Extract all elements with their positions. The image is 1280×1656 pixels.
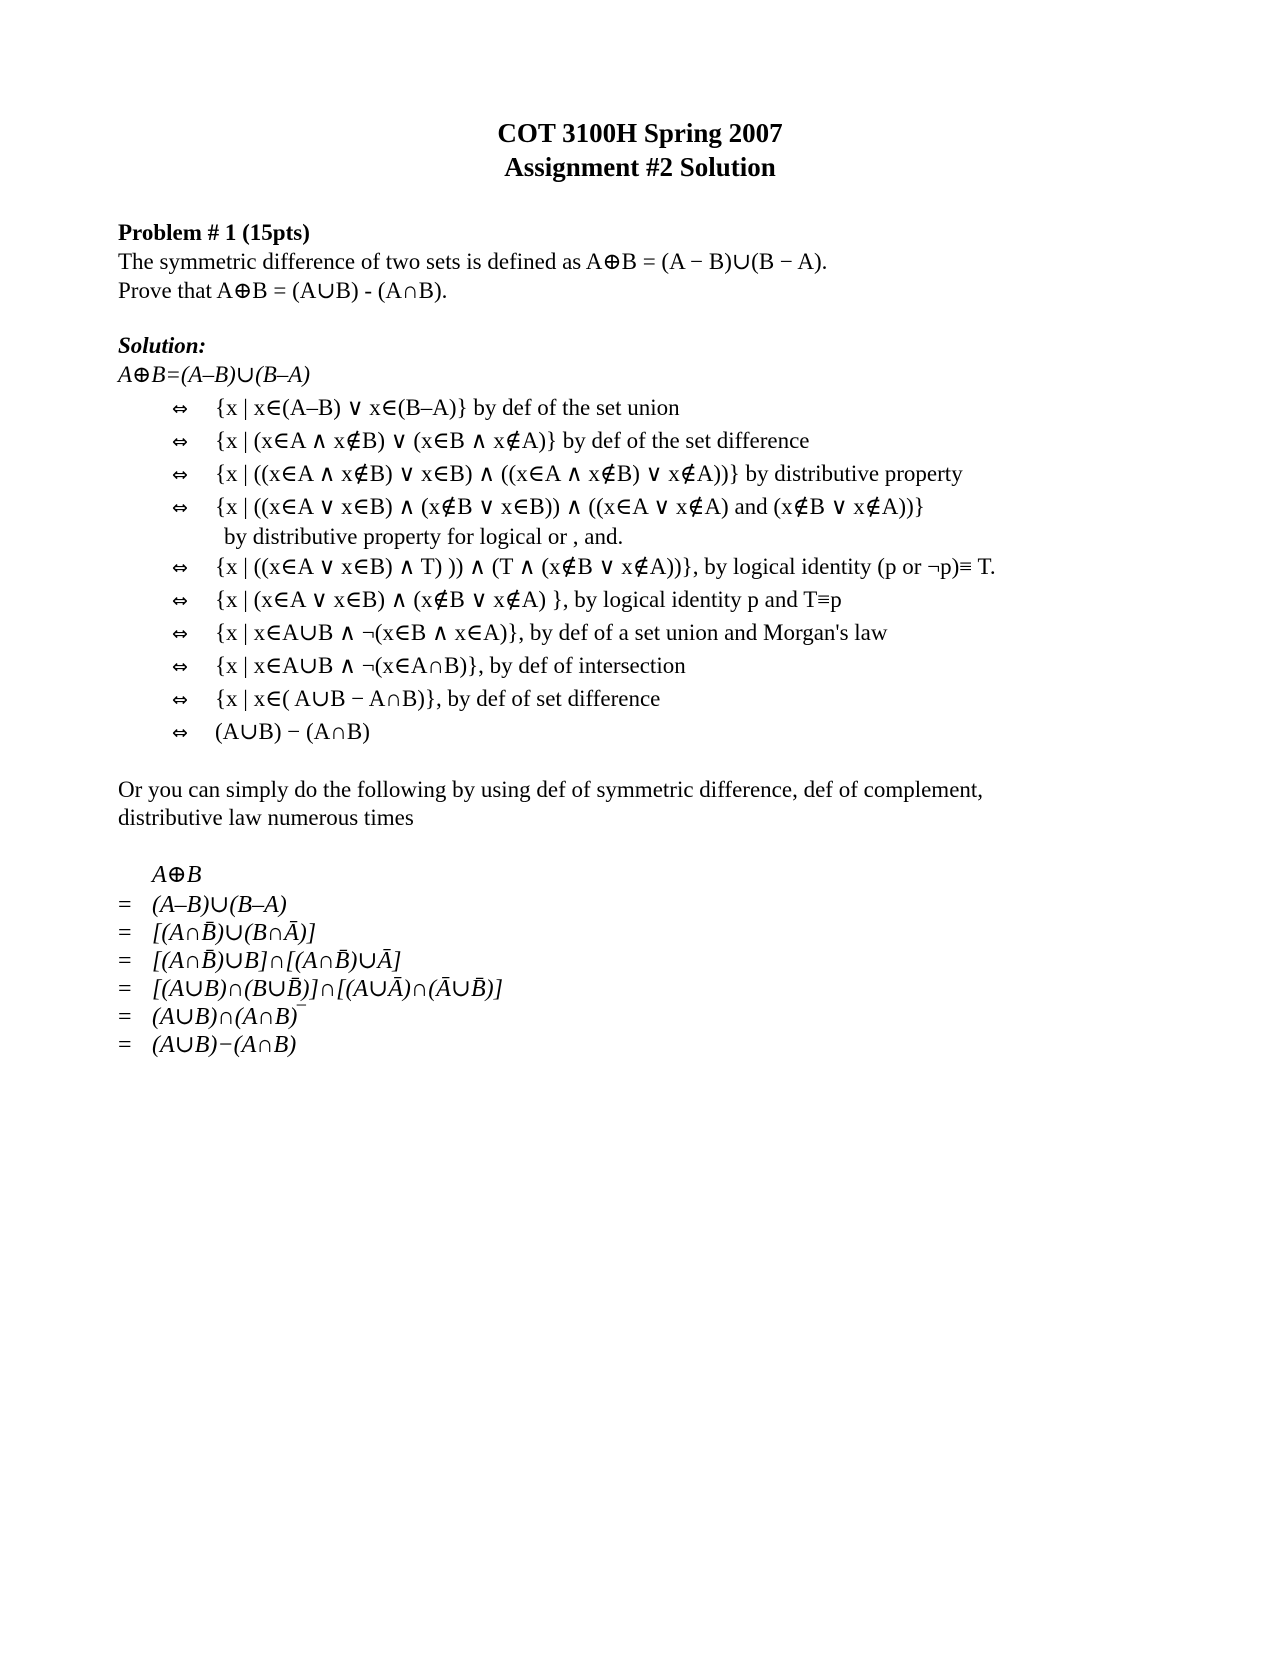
proof-step-text: {x | x∈( A∪B − A∩B)}, by def of set difference: [215, 686, 661, 711]
equation-expression: [(A∪B)∩(B∪B̄)]∩[(A∪Ā)∩(Ā∪B̄)]: [152, 976, 504, 1002]
alternative-text-1: Or you can simply do the following by using def of symmetric difference, def of complement,: [118, 777, 984, 802]
proof-step-text: (A∪B) − (A∩B): [215, 719, 370, 744]
equation-expression: [(A∩B̄)∪B]∩[(A∩B̄)∪Ā]: [152, 948, 402, 974]
proof-step-text: {x | (x∈A ∨ x∈B) ∧ (x∉B ∨ x∉A) }, by logical identity p and T≡p: [215, 587, 842, 612]
proof-step-text: {x | x∈A∪B ∧ ¬(x∈B ∧ x∈A)}, by def of a set union and Morgan's law: [215, 620, 888, 645]
equals-sign: =: [118, 976, 132, 1002]
problem-heading: Problem # 1 (15pts): [118, 220, 310, 245]
title-line-1: COT 3100H Spring 2007: [497, 118, 783, 148]
equation-expression: A⊕B: [152, 862, 202, 888]
equals-sign: =: [118, 920, 132, 946]
equation-row: [118, 946, 402, 976]
equals-sign: =: [118, 948, 132, 974]
iff-arrow-icon: ⇔: [172, 656, 188, 678]
iff-arrow-icon: ⇔: [172, 689, 188, 711]
proof-step: [172, 492, 925, 523]
equation-expression: [(A∩B̄)∪(B∩Ā)]: [152, 920, 317, 946]
equation-expression: (A∪B)∩(A∩B)‾: [152, 1004, 306, 1030]
proof-step: [172, 459, 963, 490]
proof-step-text: {x | (x∈A ∧ x∉B) ∨ (x∈B ∧ x∉A)} by def of the set difference: [215, 428, 810, 453]
alternative-text-2: distributive law numerous times: [118, 805, 414, 830]
equation-row: [118, 1030, 296, 1060]
proof-step-text: {x | ((x∈A ∧ x∉B) ∨ x∈B) ∧ ((x∈A ∧ x∉B) ∨ x∉A))} by distributive property: [215, 461, 963, 486]
proof-step: [172, 426, 810, 457]
iff-arrow-icon: ⇔: [172, 398, 188, 420]
iff-arrow-icon: ⇔: [172, 623, 188, 645]
solution-start: A⊕B=(A–B)∪(B–A): [118, 362, 310, 387]
equation-start: [152, 860, 201, 890]
proof-step: [172, 585, 842, 616]
problem-statement-2: Prove that A⊕B = (A∪B) - (A∩B).: [118, 278, 448, 303]
proof-step-text: {x | ((x∈A ∨ x∈B) ∧ (x∉B ∨ x∈B)) ∧ ((x∈A ∨ x∉A) and (x∉B ∨ x∉A))}: [215, 494, 925, 519]
proof-step-text: {x | x∈(A–B) ∨ x∈(B–A)} by def of the set union: [215, 395, 680, 420]
iff-arrow-icon: ⇔: [172, 431, 188, 453]
proof-step: [172, 651, 686, 682]
equation-row: [118, 1002, 305, 1032]
proof-step-continuation: by distributive property for logical or , and.: [224, 524, 624, 549]
equation-expression: (A–B)∪(B–A): [152, 892, 287, 918]
proof-step: [172, 393, 680, 424]
equals-sign: =: [118, 1032, 132, 1058]
iff-arrow-icon: ⇔: [172, 590, 188, 612]
equals-sign: =: [118, 1004, 132, 1030]
solution-label: Solution:: [118, 333, 207, 358]
iff-arrow-icon: ⇔: [172, 557, 188, 579]
iff-arrow-icon: ⇔: [172, 722, 188, 744]
equation-expression: (A∪B)−(A∩B): [152, 1032, 297, 1058]
proof-step: [172, 552, 996, 583]
title-line-2: Assignment #2 Solution: [504, 152, 776, 182]
problem-statement-1: The symmetric difference of two sets is defined as A⊕B = (A − B)∪(B − A).: [118, 249, 828, 274]
proof-step-text: {x | ((x∈A ∨ x∈B) ∧ T) )) ∧ (T ∧ (x∉B ∨ x∉A))}, by logical identity (p or ¬p)≡ T.: [215, 554, 996, 579]
iff-arrow-icon: ⇔: [172, 497, 188, 519]
equation-row: [118, 918, 316, 948]
proof-step: [172, 717, 370, 748]
proof-step: [172, 684, 660, 715]
equals-sign: =: [118, 892, 132, 918]
proof-step-text: {x | x∈A∪B ∧ ¬(x∈A∩B)}, by def of intersection: [215, 653, 686, 678]
proof-step: [172, 618, 887, 649]
equation-row: [118, 890, 287, 920]
iff-arrow-icon: ⇔: [172, 464, 188, 486]
equation-row: [118, 974, 503, 1004]
